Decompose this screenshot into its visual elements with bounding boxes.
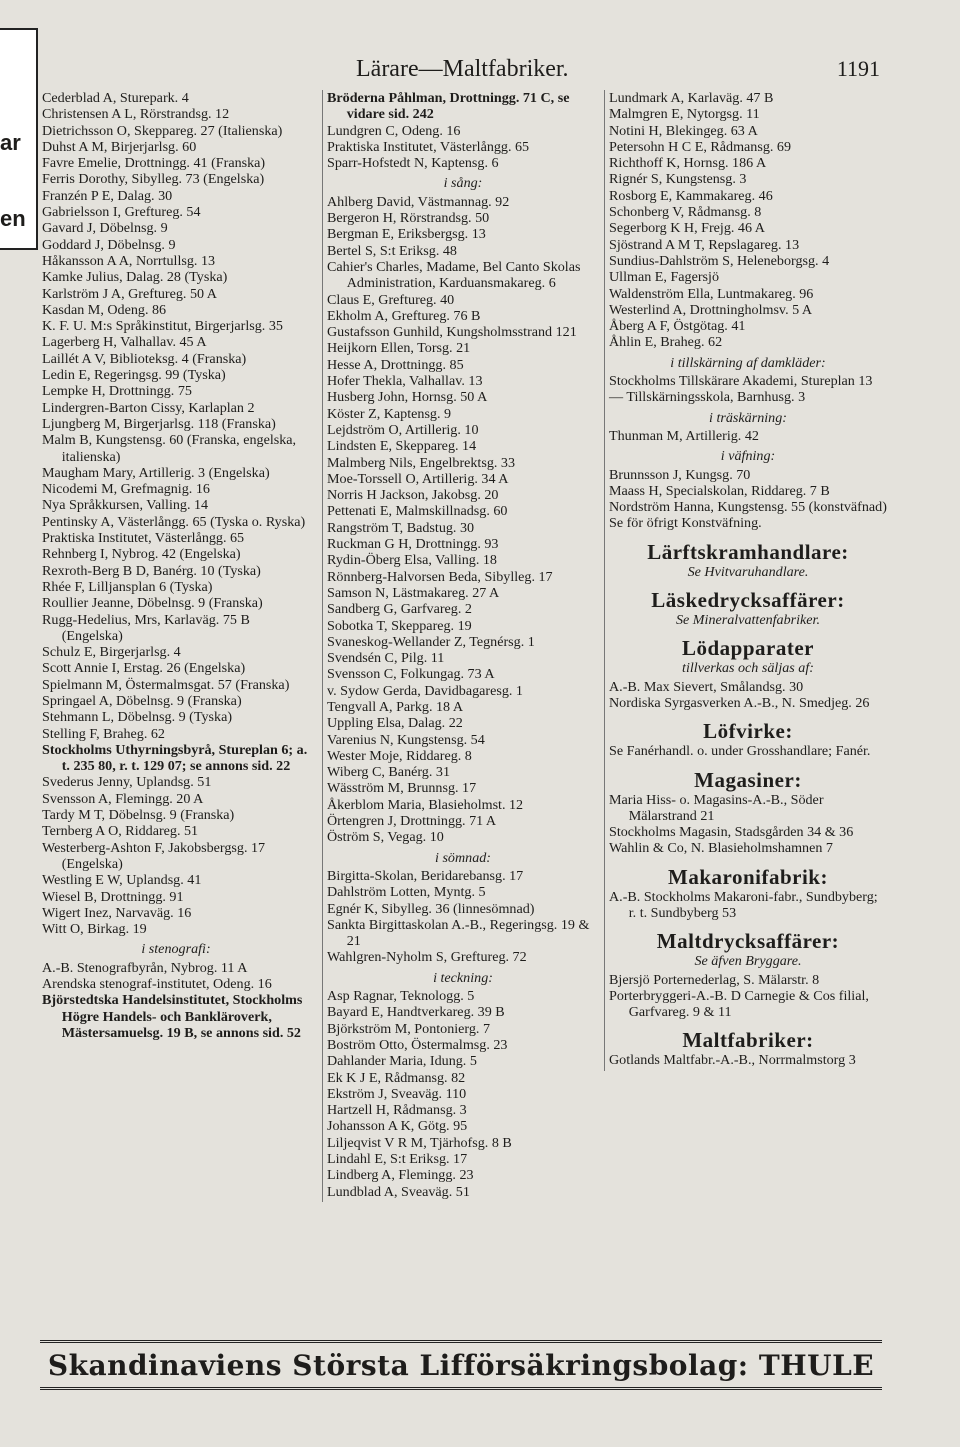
directory-entry: Svensson A, Flemingg. 20 A — [42, 790, 204, 807]
directory-entry: Rexroth-Berg B D, Banérg. 10 (Tyska) — [42, 562, 261, 579]
entry-list — [42, 960, 310, 1041]
directory-column-2 — [322, 90, 599, 1202]
directory-entry: Bjersjö Porternederlag, S. Mälarstr. 8 — [609, 971, 820, 988]
directory-entry: Rydin-Öberg Elsa, Valling. 18 — [327, 552, 497, 569]
category-heading: Lödapparater — [682, 636, 814, 661]
directory-entry: Svendsén C, Pilg. 11 — [327, 650, 445, 667]
directory-column-1 — [42, 90, 310, 1043]
directory-entry: Stehmann L, Döbelnsg. 9 (Tyska) — [42, 709, 233, 726]
directory-entry: Gustafsson Gunhild, Kungsholmsstrand 121 — [327, 324, 577, 341]
directory-entry: Dahlström Lotten, Myntg. 5 — [327, 884, 486, 901]
entry-list — [609, 792, 887, 857]
sidebar-fragment: en — [0, 206, 26, 231]
directory-entry: Rehnberg I, Nybrog. 42 (Engelska) — [42, 546, 241, 563]
directory-entry: Se Fanérhandl. o. under Grosshandlare; Fanér. — [609, 743, 871, 760]
entry-list — [42, 90, 310, 937]
directory-entry: Lundblad A, Sveaväg. 51 — [327, 1183, 470, 1200]
directory-entry: Heijkorn Ellen, Torsg. 21 — [327, 340, 471, 357]
entry-list — [327, 988, 599, 1200]
directory-entry: Husberg John, Hornsg. 50 A — [327, 389, 488, 406]
directory-entry: Ekström J, Sveaväg. 110 — [327, 1085, 467, 1102]
directory-entry: Duhst A M, Birjerjarlsg. 60 — [42, 138, 197, 155]
directory-entry: Åkerblom Maria, Blasieholmst. 12 — [327, 796, 524, 813]
directory-entry: Ledin E, Regeringsg. 99 (Tyska) — [42, 367, 226, 384]
directory-entry: Malmgren E, Nytorgsg. 11 — [609, 106, 760, 123]
directory-entry: Lejdström O, Artillerig. 10 — [327, 421, 479, 438]
directory-column-3 — [604, 90, 887, 1071]
directory-entry: Liljeqvist V R M, Tjärhofsg. 8 B — [327, 1134, 512, 1151]
directory-entry: Tengvall A, Parkg. 18 A — [327, 698, 464, 715]
directory-entry: Moe-Torssell O, Artillerig. 34 A — [327, 470, 509, 487]
directory-entry: Svederus Jenny, Uplandsg. 51 — [42, 774, 212, 791]
directory-entry: Wiesel B, Drottningg. 91 — [42, 888, 184, 905]
directory-entry: Ruckman G H, Drottningg. 93 — [327, 536, 499, 553]
subject-subheading: i väfning: — [720, 448, 776, 465]
directory-entry: Bertel S, S:t Eriksg. 48 — [327, 242, 457, 259]
directory-entry: Stockholms Tillskärare Akademi, Stureplan 13 — [609, 373, 873, 390]
directory-entry: Rangström T, Badstug. 30 — [327, 519, 475, 536]
entry-list — [609, 743, 887, 759]
directory-entry: Lundgren C, Odeng. 16 — [327, 122, 461, 139]
entry-list — [609, 90, 887, 351]
directory-entry: Håkansson A A, Norrtullsg. 13 — [42, 252, 216, 269]
category-heading: Lärftskramhandlare: — [647, 539, 849, 564]
directory-entry: Köster Z, Kaptensg. 9 — [327, 405, 452, 422]
directory-entry: Tardy M T, Döbelnsg. 9 (Franska) — [42, 807, 235, 824]
directory-entry: Egnér K, Sibylleg. 36 (linnesömnad) — [327, 900, 535, 917]
directory-entry: Westerlind A, Drottningholmsv. 5 A — [609, 301, 813, 318]
directory-entry: Pentinsky A, Västerlångg. 65 (Tyska o. Ryska) — [42, 513, 306, 530]
directory-entry: Ljungberg M, Birgerjarlsg. 118 (Franska) — [42, 415, 276, 432]
directory-entry: Cahier's Charles, Madame, Bel Canto Skolas Administration, Karduansmakareg. 6 — [327, 258, 581, 292]
directory-entry: Åhlin E, Braheg. 62 — [609, 334, 723, 351]
directory-entry: Waldenström Ella, Luntmakareg. 96 — [609, 285, 814, 302]
directory-entry: Schonberg V, Rådmansg. 8 — [609, 204, 762, 221]
directory-entry: Samson N, Lästmakareg. 27 A — [327, 584, 500, 601]
directory-entry: Stelling F, Braheg. 62 — [42, 725, 165, 742]
directory-entry: Dietrichsson O, Skeppareg. 27 (Italienska) — [42, 122, 283, 139]
directory-entry: — Tillskärningsskola, Barnhusg. 3 — [609, 389, 806, 406]
directory-entry: A.-B. Stockholms Makaroni-fabr., Sundbyberg; r. t. Sundbyberg 53 — [609, 888, 878, 921]
directory-entry: Goddard J, Döbelnsg. 9 — [42, 236, 176, 253]
directory-entry: Ullman E, Fagersjö — [609, 269, 719, 286]
category-note: Se äfven Bryggare. — [694, 953, 802, 970]
entry-list — [327, 90, 599, 171]
directory-entry: Wigert Inez, Narvaväg. 16 — [42, 904, 192, 921]
subject-subheading: i teckning: — [433, 969, 493, 986]
directory-entry: Nicodemi M, Grefmagnig. 16 — [42, 481, 210, 498]
directory-entry: Stockholms Magasin, Stadsgården 34 & 36 — [609, 824, 854, 841]
directory-entry: Ferris Dorothy, Sibylleg. 73 (Engelska) — [42, 171, 265, 188]
category-note: tillverkas och säljas af: — [682, 660, 814, 677]
entry-list — [609, 889, 887, 922]
category-heading: Maltfabriker: — [682, 1028, 814, 1053]
directory-entry: Björkström M, Pontonierg. 7 — [327, 1020, 491, 1037]
category-heading: Makaronifabrik: — [668, 864, 828, 889]
page-number: 1191 — [836, 56, 880, 81]
directory-entry: Örtengren J, Drottningg. 71 A — [327, 813, 497, 830]
entry-list — [609, 1052, 887, 1068]
directory-entry: Sparr-Hofstedt N, Kaptensg. 6 — [327, 155, 499, 172]
directory-entry: Spielmann M, Östermalmsgat. 57 (Franska) — [42, 676, 290, 693]
category-note: Se Hvitvaruhandlare. — [687, 563, 809, 580]
directory-entry: Brunnsson J, Kungsg. 70 — [609, 466, 751, 483]
directory-entry: Bröderna Påhlman, Drottningg. 71 C, se vidare sid. 242 — [327, 90, 570, 123]
directory-entry: Westerberg-Ashton F, Jakobsbergsg. 17 (Engelska) — [42, 839, 266, 872]
entry-list — [327, 868, 599, 966]
entry-list — [327, 194, 599, 846]
directory-entry: Laillét A V, Biblioteksg. 4 (Franska) — [42, 350, 247, 367]
subject-subheading: i stenografi: — [141, 941, 211, 958]
directory-entry: Witt O, Birkag. 19 — [42, 921, 147, 938]
directory-entry: Se för öfrigt Konstväfning. — [609, 515, 762, 532]
directory-entry: Claus E, Greftureg. 40 — [327, 291, 455, 308]
directory-entry: Rugg-Hedelius, Mrs, Karlaväg. 75 B (Engelska) — [42, 611, 250, 644]
directory-entry: Wahlin & Co, N. Blasieholmshamnen 7 — [609, 840, 833, 857]
directory-entry: Wahlgren-Nyholm S, Greftureg. 72 — [327, 949, 527, 966]
category-heading: Löfvirke: — [703, 719, 793, 744]
directory-entry: Bayard E, Handtverkareg. 39 B — [327, 1004, 505, 1021]
directory-entry: Notini H, Blekingeg. 63 A — [609, 122, 758, 139]
directory-entry: Gavard J, Döbelnsg. 9 — [42, 220, 168, 237]
directory-entry: Stockholms Uthyrningsbyrå, Stureplan 6; a. t. 235 80, r. t. 129 07; se annons sid. 22 — [42, 741, 308, 775]
directory-entry: Rignér S, Kungstensg. 3 — [609, 171, 747, 188]
directory-entry: v. Sydow Gerda, Davidbagaresg. 1 — [327, 682, 523, 699]
directory-entry: Asp Ragnar, Teknologg. 5 — [327, 988, 475, 1005]
directory-entry: Malm B, Kungstensg. 60 (Franska, engelska, italienska) — [42, 432, 297, 465]
entry-list — [609, 373, 887, 406]
directory-entry: Schulz E, Birgerjarlsg. 4 — [42, 644, 181, 661]
entry-list — [609, 467, 887, 532]
directory-entry: Uppling Elsa, Dalag. 22 — [327, 715, 463, 732]
directory-entry: Petersohn H C E, Rådmansg. 69 — [609, 138, 792, 155]
directory-entry: Karlström J A, Greftureg. 50 A — [42, 285, 217, 302]
category-heading: Magasiner: — [694, 767, 802, 792]
directory-entry: Johansson A K, Götg. 95 — [327, 1118, 468, 1135]
directory-entry: Bergeron H, Rörstrandsg. 50 — [327, 210, 490, 227]
category-note: Se Mineralvattenfabriker. — [675, 612, 821, 629]
page-title: Lärare—Maltfabriker. — [356, 56, 569, 82]
directory-entry: Öström S, Vegag. 10 — [327, 829, 444, 846]
directory-entry: Nordiska Syrgasverken A.-B., N. Smedjeg. 26 — [609, 694, 870, 711]
directory-entry: Rosborg E, Kammakareg. 46 — [609, 187, 773, 204]
directory-entry: Ekholm A, Greftureg. 76 B — [327, 307, 481, 324]
entry-list — [609, 428, 887, 444]
directory-entry: Christensen A L, Rörstrandsg. 12 — [42, 106, 230, 123]
directory-entry: Scott Annie I, Erstag. 26 (Engelska) — [42, 660, 246, 677]
directory-entry: Wester Moje, Riddareg. 8 — [327, 747, 472, 764]
directory-entry: Wäsström M, Brunnsg. 17 — [327, 780, 477, 797]
subject-subheading: i sång: — [443, 175, 483, 192]
directory-entry: Cederblad A, Sturepark. 4 — [42, 90, 189, 106]
directory-entry: Åberg A F, Östgötag. 41 — [609, 318, 746, 335]
directory-entry: Varenius N, Kungstensg. 54 — [327, 731, 485, 748]
advertisement-banner: Skandinaviens Största Lifförsäkringsbolag: THULE — [40, 1340, 882, 1390]
directory-entry: Favre Emelie, Drottningg. 41 (Franska) — [42, 155, 266, 172]
directory-entry: Sankta Birgittaskolan A.-B., Regeringsg. 19 & 21 — [327, 916, 590, 950]
directory-entry: Ek K J E, Rådmansg. 82 — [327, 1069, 466, 1086]
directory-entry: Ternberg A O, Riddareg. 51 — [42, 823, 199, 840]
category-heading: Läskedrycksaffärer: — [651, 588, 845, 613]
directory-entry: Maugham Mary, Artillerig. 3 (Engelska) — [42, 464, 270, 481]
directory-entry: K. F. U. M:s Språkinstitut, Birgerjarlsg. 35 — [42, 318, 283, 335]
directory-entry: Svaneskog-Wellander Z, Tegnérsg. 1 — [327, 633, 535, 650]
directory-entry: Lindahl E, S:t Eriksg. 17 — [327, 1151, 468, 1167]
subject-subheading: i träskärning: — [709, 409, 787, 426]
directory-entry: Birgitta-Skolan, Beridarebansg. 17 — [327, 867, 524, 884]
directory-entry: Lindergren-Barton Cissy, Karlaplan 2 — [42, 399, 255, 416]
directory-entry: Springael A, Döbelnsg. 9 (Franska) — [42, 692, 242, 709]
directory-entry: Arendska stenograf-institutet, Odeng. 16 — [42, 976, 272, 993]
directory-entry: Wiberg C, Banérg. 31 — [327, 764, 450, 781]
page-header — [40, 56, 880, 86]
directory-entry: Boström Otto, Östermalmsg. 23 — [327, 1036, 508, 1053]
directory-entry: Björstedtska Handelsinstitutet, Stockholms Högre Handels- och Bankläroverk, Mästersamuelsg. 19 B, se annons sid. 52 — [42, 992, 303, 1041]
directory-entry: Bergman E, Eriksbergsg. 13 — [327, 226, 486, 243]
directory-entry: Richthoff K, Hornsg. 186 A — [609, 155, 767, 172]
entry-list — [609, 972, 887, 1021]
directory-entry: Hartzell H, Rådmansg. 3 — [327, 1102, 467, 1119]
directory-entry: A.-B. Stenografbyrån, Nybrog. 11 A — [42, 959, 248, 976]
directory-entry: Praktiska Institutet, Västerlångg. 65 — [327, 138, 530, 155]
directory-entry: Pettenati E, Malmskillnadsg. 60 — [327, 503, 508, 520]
directory-entry: Maass H, Specialskolan, Riddareg. 7 B — [609, 482, 830, 499]
directory-entry: Sandberg G, Garfvareg. 2 — [327, 601, 472, 618]
directory-entry: Kamke Julius, Dalag. 28 (Tyska) — [42, 269, 228, 286]
directory-entry: Nordström Hanna, Kungstensg. 55 (konstväfnad) — [609, 499, 887, 516]
directory-entry: Dahlander Maria, Idung. 5 — [327, 1053, 477, 1070]
directory-entry: Gabrielsson I, Greftureg. 54 — [42, 204, 201, 221]
directory-entry: Franzén P E, Dalag. 30 — [42, 187, 173, 204]
directory-entry: Norris H Jackson, Jakobsg. 20 — [327, 487, 499, 504]
directory-entry: Hesse A, Drottningg. 85 — [327, 356, 464, 373]
directory-entry: Lundmark A, Karlaväg. 47 B — [609, 90, 774, 106]
directory-entry: Sjöstrand A M T, Repslagareg. 13 — [609, 236, 800, 253]
directory-entry: Segerborg K H, Frejg. 46 A — [609, 220, 765, 237]
directory-entry: Rönnberg-Halvorsen Beda, Sibylleg. 17 — [327, 568, 553, 585]
directory-entry: Roullier Jeanne, Döbelnsg. 9 (Franska) — [42, 595, 263, 612]
directory-entry: Ahlberg David, Västmannag. 92 — [327, 193, 510, 210]
directory-entry: Porterbryggeri-A.-B. D Carnegie & Cos filial, Garfvareg. 9 & 11 — [609, 987, 869, 1021]
directory-entry: A.-B. Max Sievert, Smålandsg. 30 — [609, 678, 804, 695]
directory-entry: Gotlands Maltfabr.-A.-B., Norrmalmstorg 3 — [609, 1052, 856, 1069]
category-heading: Maltdrycksaffärer: — [656, 929, 840, 954]
directory-entry: Nya Språkkursen, Valling. 14 — [42, 497, 209, 514]
cropped-sidebar-box — [0, 28, 38, 250]
subject-subheading: i tillskärning af damkläder: — [670, 354, 826, 371]
directory-entry: Lindberg A, Flemingg. 23 — [327, 1167, 474, 1184]
directory-entry: Lagerberg H, Valhallav. 45 A — [42, 334, 207, 351]
directory-entry: Sobotka T, Skeppareg. 19 — [327, 617, 472, 634]
entry-list — [609, 679, 887, 712]
directory-entry: Kasdan M, Odeng. 86 — [42, 301, 167, 318]
directory-entry: Thunman M, Artillerig. 42 — [609, 427, 759, 444]
directory-entry: Rhée F, Lilljansplan 6 (Tyska) — [42, 578, 213, 595]
directory-entry: Hofer Thekla, Valhallav. 13 — [327, 373, 483, 390]
directory-entry: Maria Hiss- o. Magasins-A.-B., Söder Mälarstrand 21 — [609, 791, 824, 824]
directory-entry: Praktiska Institutet, Västerlångg. 65 — [42, 530, 245, 547]
directory-entry: Lempke H, Drottningg. 75 — [42, 383, 192, 400]
directory-entry: Malmberg Nils, Engelbrektsg. 33 — [327, 454, 516, 471]
directory-entry: Sundius-Dahlström S, Heleneborgsg. 4 — [609, 252, 830, 269]
directory-entry: Westling E W, Uplandsg. 41 — [42, 872, 202, 889]
directory-entry: Svensson C, Folkungag. 73 A — [327, 666, 495, 683]
subject-subheading: i sömnad: — [435, 849, 491, 866]
sidebar-fragment: ar — [0, 130, 21, 155]
directory-entry: Lindsten E, Skeppareg. 14 — [327, 438, 477, 455]
